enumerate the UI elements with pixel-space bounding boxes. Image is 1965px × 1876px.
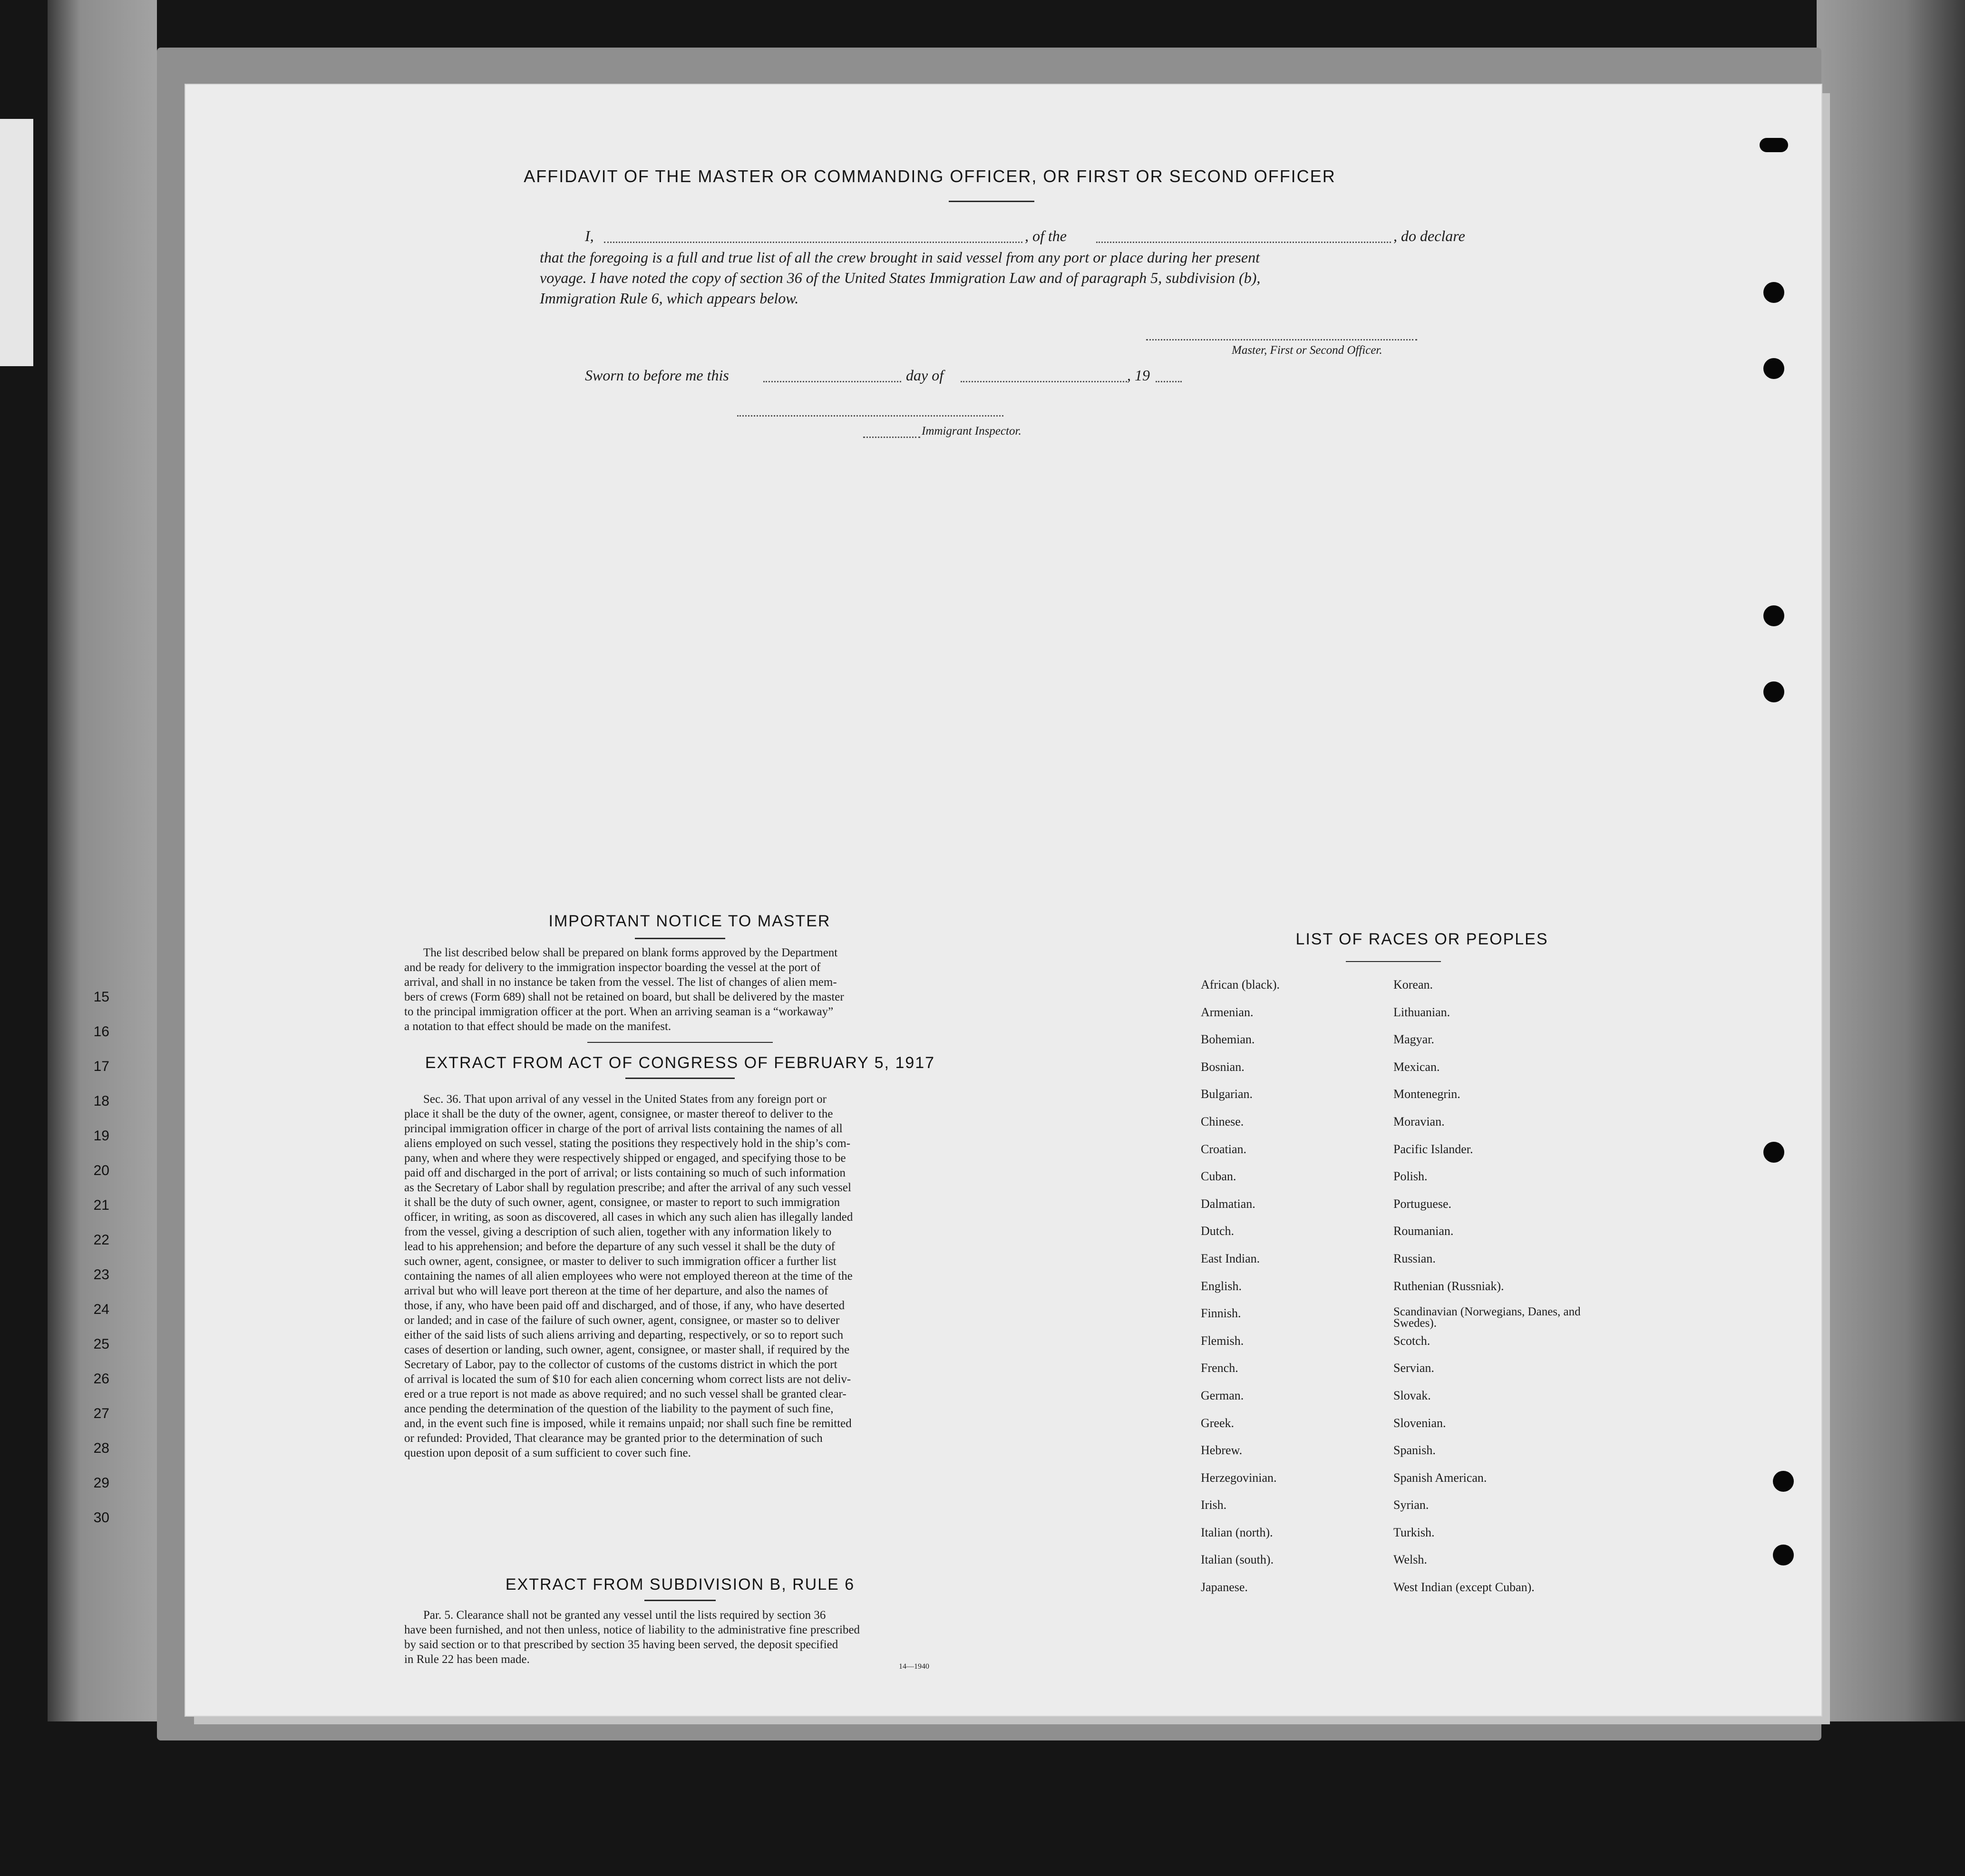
affidavit-line-3: voyage. I have noted the copy of section 36 of the United States Immigration Law and of paragraph 5, subdivision (b), <box>540 269 1261 286</box>
notice-line: to the principal immigration officer at the port. When an arriving seaman is a “workaway” <box>404 1005 834 1018</box>
race-item: West Indian (except Cuban). <box>1393 1580 1535 1594</box>
act-line: Secretary of Labor, pay to the collector of customs of the customs district in which the port <box>404 1358 837 1371</box>
notice-line: arrival, and shall in no instance be taken from the vessel. The list of changes of alien mem- <box>404 976 837 989</box>
notice-rule <box>635 938 725 939</box>
race-item: Roumanian. <box>1393 1224 1454 1238</box>
rule-extract-body <box>404 1608 951 1667</box>
race-item: Finnish. <box>1201 1306 1241 1321</box>
manifest-back-page <box>185 85 1821 1716</box>
notice-body <box>404 945 951 1034</box>
affidavit-line-2: that the foregoing is a full and true list of all the crew brought in said vessel from any port or place during her present <box>540 249 1260 266</box>
inspector-signature-line <box>737 415 1003 417</box>
row-number: 15 <box>93 989 109 1005</box>
row-number: 20 <box>93 1163 109 1178</box>
race-item: Greek. <box>1201 1416 1235 1430</box>
signature-label: Master, First or Second Officer. <box>1232 344 1382 357</box>
act-line: Sec. 36. That upon arrival of any vessel in the United States from any foreign port or <box>423 1093 827 1106</box>
notice-line: The list described below shall be prepared on blank forms approved by the Department <box>423 946 838 959</box>
form-number: 14—1940 <box>899 1662 929 1671</box>
race-item: Syrian. <box>1393 1498 1429 1512</box>
act-line: containing the names of all alien employees who were not employed thereon at the time of the <box>404 1270 853 1283</box>
act-line: question upon deposit of a sum sufficient to cover such fine. <box>404 1447 691 1459</box>
race-item: Dalmatian. <box>1201 1196 1255 1211</box>
act-line: of arrival is located the sum of $10 for each alien concerning whom correct lists are not deliv- <box>404 1373 851 1386</box>
rule-title-rule <box>644 1600 716 1601</box>
race-item: Italian (north). <box>1201 1525 1273 1539</box>
race-item: Magyar. <box>1393 1032 1434 1047</box>
row-number: 25 <box>93 1336 109 1352</box>
race-item: Bohemian. <box>1201 1032 1255 1047</box>
month-blank <box>961 381 1127 382</box>
row-number: 19 <box>93 1128 109 1144</box>
race-item: English. <box>1201 1279 1242 1293</box>
race-item: Croatian. <box>1201 1142 1247 1156</box>
inspector-label: Immigrant Inspector. <box>922 425 1021 437</box>
row-number: 30 <box>93 1510 109 1526</box>
affidavit-line-1 <box>585 227 1607 246</box>
act-line: and, in the event such fine is imposed, while it remains unpaid; nor shall such fine be remitted <box>404 1417 852 1430</box>
punch-hole-icon <box>1760 138 1788 152</box>
races-left-column <box>1201 978 1372 1608</box>
year-prefix: , 19 <box>1127 367 1150 384</box>
act-extract-title: EXTRACT FROM ACT OF CONGRESS OF FEBRUARY 5, 1917 <box>425 1054 935 1072</box>
race-item: Mexican. <box>1393 1060 1440 1074</box>
row-number: 23 <box>93 1267 109 1283</box>
race-item: Dutch. <box>1201 1224 1235 1238</box>
act-line: or refunded: Provided, That clearance may be granted prior to the determination of such <box>404 1432 823 1445</box>
rule-extract-title: EXTRACT FROM SUBDIVISION B, RULE 6 <box>505 1575 855 1594</box>
sworn-text: Sworn to before me this <box>585 367 729 384</box>
punch-hole-icon <box>1763 1142 1784 1163</box>
punch-hole-icon <box>1763 282 1784 303</box>
act-line: either of the said lists of such aliens arriving and departing, respectively, or so to report such <box>404 1329 844 1341</box>
race-item: African (black). <box>1201 978 1280 991</box>
right-page-edge <box>1817 0 1965 1721</box>
act-line: principal immigration officer in charge of the port of arrival lists containing the names of all <box>404 1122 843 1135</box>
name-blank <box>604 242 1022 243</box>
notice-line: a notation to that effect should be made on the manifest. <box>404 1020 671 1033</box>
races-right-column <box>1393 978 1584 1608</box>
race-item: French. <box>1201 1361 1238 1375</box>
rule-line: by said section or to that prescribed by section 35 having been served, the deposit specified <box>404 1638 838 1651</box>
row-number: 21 <box>93 1197 109 1213</box>
act-line: officer, in writing, as soon as discovered, all cases in which any such alien has illegally landed <box>404 1211 853 1224</box>
act-line: from the vessel, giving a description of such alien, together with any information likely to <box>404 1225 832 1238</box>
race-item: Japanese. <box>1201 1580 1248 1594</box>
declarant-prefix: I, <box>585 227 594 244</box>
year-blank <box>1156 381 1182 382</box>
race-item: Slovak. <box>1393 1388 1431 1402</box>
row-number: 22 <box>93 1232 109 1248</box>
race-item: Hebrew. <box>1201 1443 1243 1458</box>
punch-hole-icon <box>1763 358 1784 379</box>
race-item: Pacific Islander. <box>1393 1142 1473 1156</box>
race-item: Spanish. <box>1393 1443 1436 1458</box>
race-item: Slovenian. <box>1393 1416 1446 1430</box>
punch-hole-icon <box>1773 1545 1794 1565</box>
punch-hole-icon <box>1763 681 1784 702</box>
race-item: Flemish. <box>1201 1333 1244 1348</box>
act-line: it shall be the duty of such owner, agent, consignee, or master to report to such immigration <box>404 1196 840 1209</box>
inspector-prefix-line <box>863 437 920 438</box>
act-line: ance pending the determination of the question of the liability to the payment of such fine, <box>404 1402 834 1415</box>
race-item: East Indian. <box>1201 1251 1260 1265</box>
act-line: place it shall be the duty of the owner, agent, consignee, or master thereof to deliver to the <box>404 1108 833 1120</box>
race-item: Russian. <box>1393 1251 1436 1265</box>
race-item: Italian (south). <box>1201 1553 1274 1567</box>
race-item: Cuban. <box>1201 1169 1236 1184</box>
race-item: Herzegovinian. <box>1201 1470 1277 1485</box>
act-line: paid off and discharged in the port of arrival; or lists containing so much of such information <box>404 1166 846 1179</box>
race-item: Korean. <box>1393 978 1433 991</box>
act-extract-body <box>404 1092 951 1460</box>
rule-line: Par. 5. Clearance shall not be granted any vessel until the lists required by section 36 <box>423 1609 826 1622</box>
rule-line: in Rule 22 has been made. <box>404 1653 530 1666</box>
act-line: arrival but who will leave port thereon at the time of her departure, and also the names of <box>404 1284 828 1297</box>
left-page-strip <box>0 119 33 366</box>
row-number-column <box>81 0 109 1569</box>
row-number: 26 <box>93 1371 109 1387</box>
race-item: Servian. <box>1393 1361 1434 1375</box>
race-item: Portuguese. <box>1393 1196 1452 1211</box>
act-line: lead to his apprehension; and before the departure of any such vessel it shall be the duty of <box>404 1240 835 1253</box>
race-item: German. <box>1201 1388 1244 1402</box>
act-line: aliens employed on such vessel, stating the positions they respectively hold in the ship’s com- <box>404 1137 851 1150</box>
act-line: those, if any, who have been paid off and discharged, and of those, if any, who have deserted <box>404 1299 845 1312</box>
race-item: Polish. <box>1393 1169 1428 1184</box>
punch-hole-icon <box>1773 1471 1794 1492</box>
sworn-line <box>585 367 1346 386</box>
notice-title: IMPORTANT NOTICE TO MASTER <box>548 912 831 930</box>
race-item: Scandinavian (Norwegians, Danes, and Swedes). <box>1393 1305 1581 1330</box>
affidavit-title: AFFIDAVIT OF THE MASTER OR COMMANDING OFFICER, OR FIRST OR SECOND OFFICER <box>524 166 1336 186</box>
act-line: cases of desertion or landing, such owner, agent, consignee, or master shall, if required by the <box>404 1343 850 1356</box>
do-declare-text: , do declare <box>1393 227 1465 244</box>
row-number: 24 <box>93 1302 109 1317</box>
race-item: Turkish. <box>1393 1525 1435 1539</box>
day-blank <box>763 381 901 382</box>
notice-line: and be ready for delivery to the immigration inspector boarding the vessel at the port of <box>404 961 821 974</box>
race-item: Lithuanian. <box>1393 1005 1450 1019</box>
act-title-rule <box>625 1078 735 1079</box>
row-number: 27 <box>93 1406 109 1421</box>
section-rule <box>587 1042 773 1043</box>
race-item: Chinese. <box>1201 1114 1244 1128</box>
race-item: Irish. <box>1201 1498 1227 1512</box>
act-line: or landed; and in case of the failure of such owner, agent, consignee, or master so to deliver <box>404 1314 840 1327</box>
race-item: Armenian. <box>1201 1005 1254 1019</box>
row-number: 29 <box>93 1475 109 1491</box>
race-item: Montenegrin. <box>1393 1087 1460 1101</box>
act-line: such owner, agent, consignee, or master to deliver to such immigration officer a further list <box>404 1255 837 1268</box>
race-item: Bosnian. <box>1201 1060 1245 1074</box>
row-number: 17 <box>93 1059 109 1074</box>
day-of-text: day of <box>906 367 944 384</box>
of-the-text: , of the <box>1025 227 1067 244</box>
race-item: Scotch. <box>1393 1333 1430 1348</box>
rule-line: have been furnished, and not then unless, notice of liability to the administrative fine prescribed <box>404 1623 860 1636</box>
notice-line: bers of crews (Form 689) shall not be retained on board, but shall be delivered by the master <box>404 991 844 1003</box>
vessel-blank <box>1096 242 1391 243</box>
affidavit-line-4: Immigration Rule 6, which appears below. <box>540 290 799 307</box>
race-item: Welsh. <box>1393 1553 1427 1567</box>
row-number: 18 <box>93 1093 109 1109</box>
act-line: as the Secretary of Labor shall by regulation prescribe; and after the arrival of any such vessel <box>404 1181 851 1194</box>
row-number: 28 <box>93 1440 109 1456</box>
title-rule <box>949 201 1034 202</box>
race-item: Bulgarian. <box>1201 1087 1253 1101</box>
punch-hole-icon <box>1763 605 1784 626</box>
races-title-rule <box>1346 961 1441 962</box>
signature-line <box>1146 339 1417 340</box>
race-item: Moravian. <box>1393 1114 1445 1128</box>
row-number: 16 <box>93 1024 109 1040</box>
act-line: ered or a true report is not made as above required; and no such vessel shall be granted clear- <box>404 1388 846 1400</box>
race-item: Spanish American. <box>1393 1470 1487 1485</box>
act-line: pany, when and where they were respectively shipped or engaged, and specifying those to be <box>404 1152 846 1165</box>
race-item: Ruthenian (Russniak). <box>1393 1279 1504 1293</box>
races-title: LIST OF RACES OR PEOPLES <box>1295 930 1548 948</box>
